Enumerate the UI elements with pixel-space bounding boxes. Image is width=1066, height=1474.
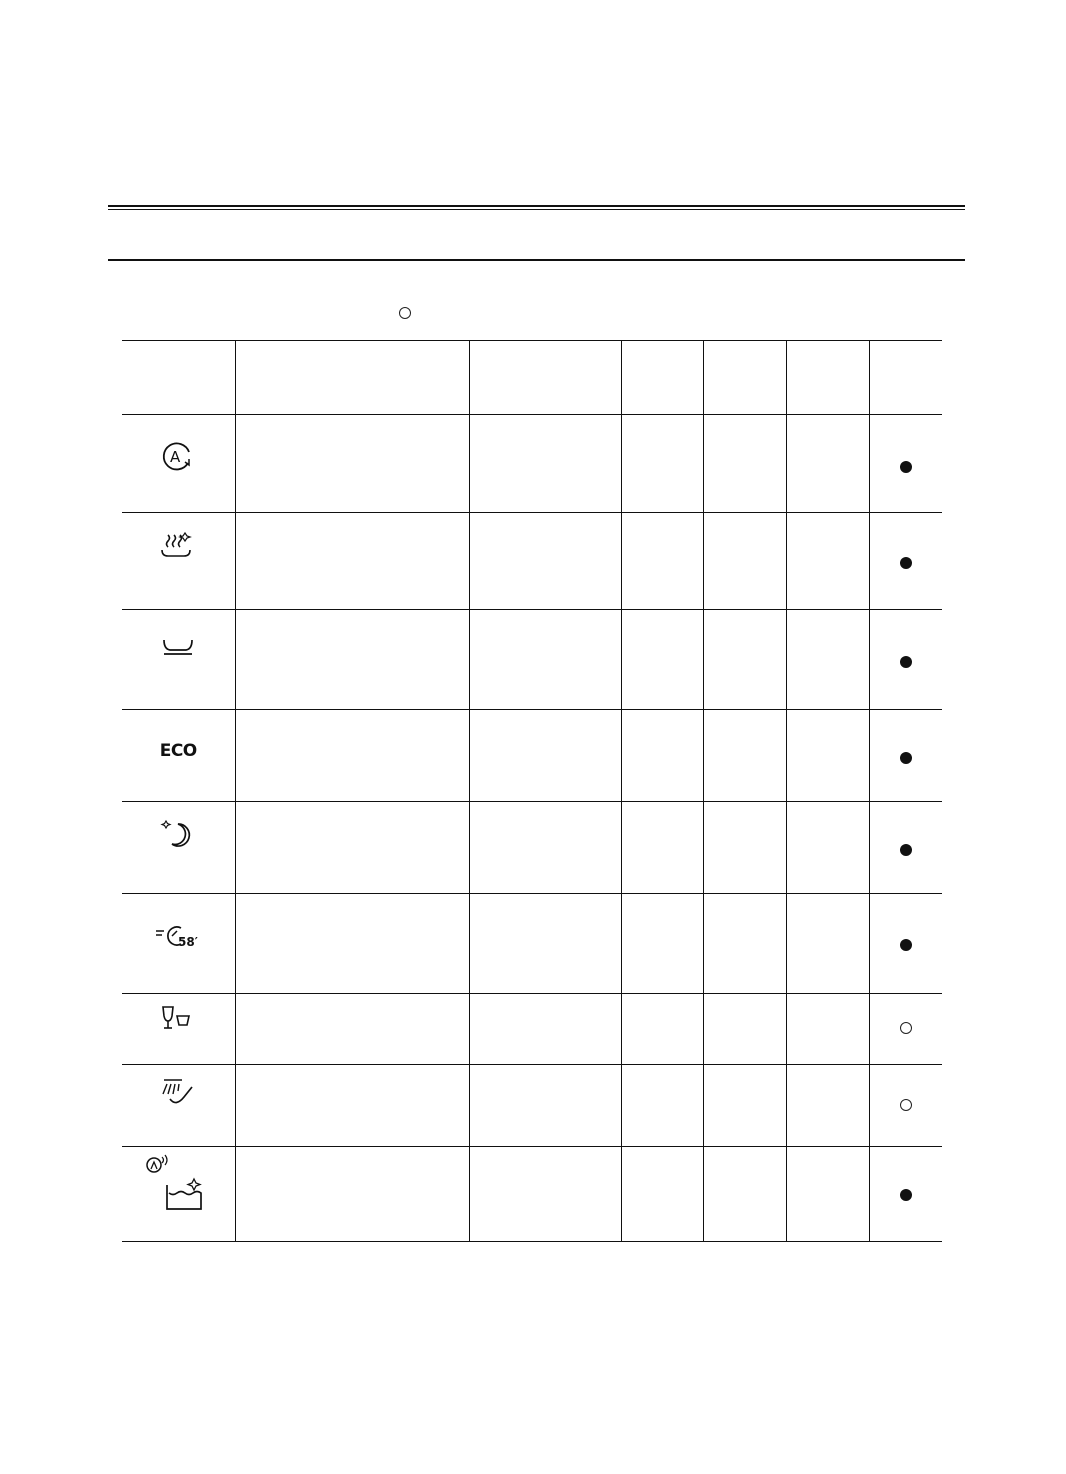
header-cell [469,341,621,415]
table-row [122,513,942,610]
legend-open-circle-icon [399,307,411,319]
program-icon-cell [122,1065,235,1147]
filled-dot-icon [900,557,912,569]
header-cell [122,341,235,415]
quick-58-program-icon [153,922,203,952]
filled-dot-icon [900,656,912,668]
table-row [122,610,942,710]
filled-dot-icon [900,939,912,951]
program-icon-cell [122,415,235,513]
table-row [122,710,942,802]
program-icon-cell [122,802,235,894]
program-icon-cell [122,610,235,710]
table-row [122,802,942,894]
open-circle-icon [900,1099,912,1111]
svg-text:A: A [170,448,181,466]
intensive-program-icon [158,531,198,561]
header-cell [703,341,786,415]
filled-dot-icon [900,844,912,856]
filled-dot-icon [900,461,912,473]
rinse-program-icon [156,1077,200,1111]
program-icon-cell [122,513,235,610]
night-program-icon [158,818,198,850]
table-row [122,415,942,513]
program-icon-cell [122,710,235,802]
header-rule-bottom [108,259,965,261]
eco-program-icon: ECO [159,741,197,761]
table-row [122,1147,942,1242]
svg-text:58′: 58′ [178,935,199,949]
program-icon-cell [122,1147,235,1242]
header-cell [235,341,469,415]
filled-dot-icon [900,752,912,764]
program-table [122,340,942,1242]
header-rule-top [108,205,965,207]
auto-program-icon [158,441,198,473]
table-row [122,994,942,1065]
header-rule-top-thin [108,209,965,210]
table-row [122,894,942,994]
self-clean-program-icon [143,1151,213,1215]
glass-program-icon [158,1004,198,1034]
header-cell [869,341,942,415]
program-icon-cell [122,994,235,1065]
normal-program-icon [158,636,198,660]
filled-dot-icon [900,1189,912,1201]
table-header-row [122,341,942,415]
table-row [122,1065,942,1147]
open-circle-icon [900,1022,912,1034]
program-icon-cell [122,894,235,994]
header-cell [621,341,703,415]
header-cell [786,341,869,415]
